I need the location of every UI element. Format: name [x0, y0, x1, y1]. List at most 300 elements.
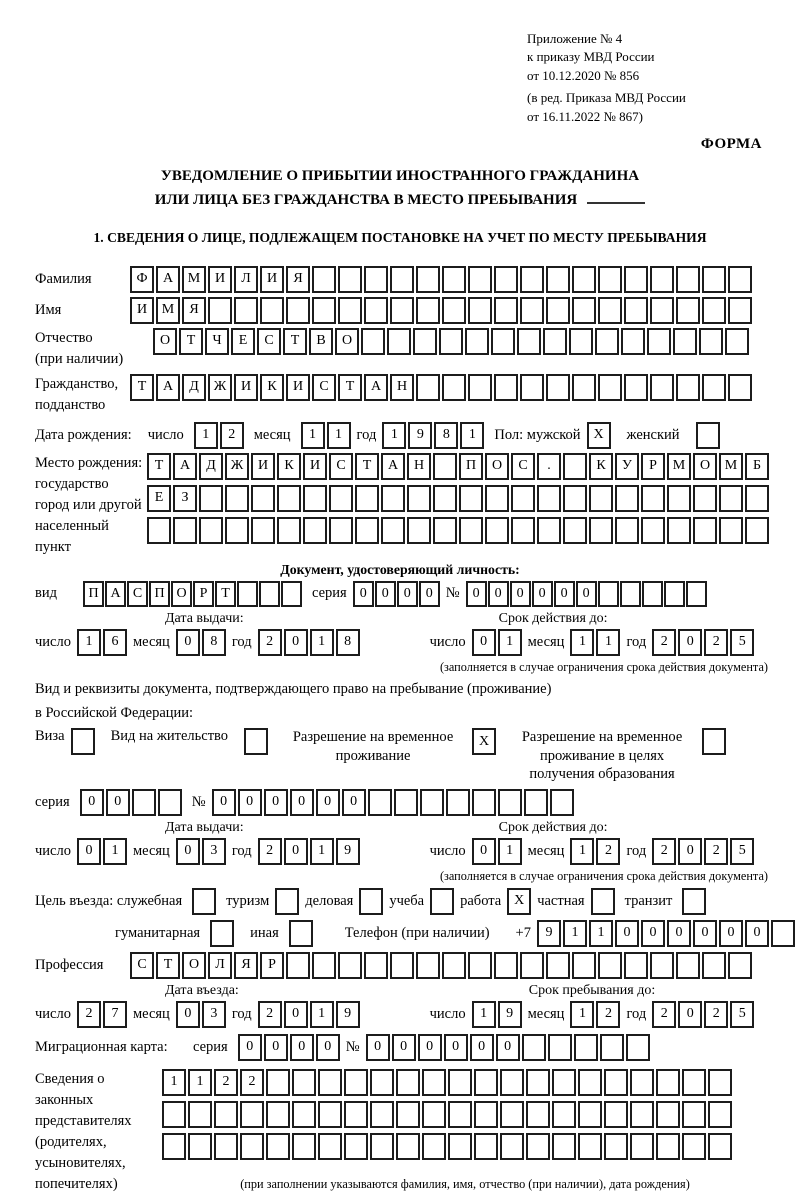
- char-cell-empty[interactable]: [494, 297, 518, 324]
- char-cell-empty[interactable]: [422, 1069, 446, 1096]
- char-cell-filled[interactable]: М: [156, 297, 180, 324]
- char-cell-empty[interactable]: [702, 374, 726, 401]
- checkbox-purpose-other[interactable]: [289, 920, 313, 947]
- char-cell-empty[interactable]: [448, 1069, 472, 1096]
- char-cell-empty[interactable]: [578, 1069, 602, 1096]
- char-cell-empty[interactable]: [355, 517, 379, 544]
- char-cell-filled[interactable]: М: [182, 266, 206, 293]
- char-cell-empty[interactable]: [598, 266, 622, 293]
- char-cell-empty[interactable]: [728, 952, 752, 979]
- char-cell-filled[interactable]: Т: [215, 581, 236, 607]
- char-cell-empty[interactable]: [292, 1069, 316, 1096]
- char-cell-filled[interactable]: 0: [77, 838, 101, 865]
- char-cell-filled[interactable]: Н: [407, 453, 431, 480]
- char-cell-filled[interactable]: К: [260, 374, 284, 401]
- char-cell-empty[interactable]: [650, 297, 674, 324]
- char-cell-filled[interactable]: Я: [182, 297, 206, 324]
- char-cell-empty[interactable]: [422, 1101, 446, 1128]
- char-cell-filled[interactable]: 0: [472, 838, 496, 865]
- checkbox-gender-male[interactable]: X: [587, 422, 611, 449]
- char-cell-filled[interactable]: С: [312, 374, 336, 401]
- char-cell-filled[interactable]: 3: [202, 838, 226, 865]
- char-cell-filled[interactable]: 1: [570, 1001, 594, 1028]
- char-cell-empty[interactable]: [546, 952, 570, 979]
- char-cell-empty[interactable]: [702, 297, 726, 324]
- char-cell-empty[interactable]: [771, 920, 795, 947]
- char-cell-empty[interactable]: [620, 581, 641, 607]
- char-cell-filled[interactable]: 0: [106, 789, 130, 816]
- char-cell-filled[interactable]: 0: [176, 629, 200, 656]
- char-cell-filled[interactable]: И: [286, 374, 310, 401]
- char-cell-empty[interactable]: [199, 485, 223, 512]
- char-cell-filled[interactable]: Т: [147, 453, 171, 480]
- char-cell-empty[interactable]: [546, 374, 570, 401]
- char-cell-filled[interactable]: Ф: [130, 266, 154, 293]
- char-cell-empty[interactable]: [673, 328, 697, 355]
- char-cell-filled[interactable]: А: [173, 453, 197, 480]
- char-cell-empty[interactable]: [604, 1133, 628, 1160]
- char-cell-filled[interactable]: 0: [488, 581, 509, 607]
- char-cell-empty[interactable]: [208, 297, 232, 324]
- char-cell-empty[interactable]: [344, 1069, 368, 1096]
- char-cell-empty[interactable]: [520, 952, 544, 979]
- char-cell-filled[interactable]: А: [381, 453, 405, 480]
- char-cell-empty[interactable]: [446, 789, 470, 816]
- char-cell-filled[interactable]: 2: [220, 422, 244, 449]
- char-cell-empty[interactable]: [667, 517, 691, 544]
- char-cell-empty[interactable]: [465, 328, 489, 355]
- char-cell-empty[interactable]: [656, 1101, 680, 1128]
- char-cell-empty[interactable]: [266, 1133, 290, 1160]
- char-cell-empty[interactable]: [485, 517, 509, 544]
- char-cell-empty[interactable]: [474, 1069, 498, 1096]
- char-cell-empty[interactable]: [468, 266, 492, 293]
- char-cell-filled[interactable]: 8: [202, 629, 226, 656]
- char-cell-empty[interactable]: [370, 1101, 394, 1128]
- char-cell-filled[interactable]: 5: [730, 838, 754, 865]
- char-cell-filled[interactable]: Е: [231, 328, 255, 355]
- char-cell-empty[interactable]: [543, 328, 567, 355]
- char-cell-empty[interactable]: [656, 1069, 680, 1096]
- char-cell-filled[interactable]: Т: [338, 374, 362, 401]
- char-cell-empty[interactable]: [630, 1133, 654, 1160]
- checkbox-purpose-tourism[interactable]: [275, 888, 299, 915]
- char-cell-filled[interactable]: 1: [188, 1069, 212, 1096]
- char-cell-filled[interactable]: 2: [596, 1001, 620, 1028]
- char-cell-filled[interactable]: 0: [667, 920, 691, 947]
- char-cell-empty[interactable]: [459, 517, 483, 544]
- char-cell-empty[interactable]: [699, 328, 723, 355]
- char-cell-filled[interactable]: 2: [214, 1069, 238, 1096]
- char-cell-filled[interactable]: Д: [182, 374, 206, 401]
- char-cell-empty[interactable]: [598, 297, 622, 324]
- char-cell-filled[interactable]: 0: [176, 838, 200, 865]
- char-cell-empty[interactable]: [702, 266, 726, 293]
- char-cell-empty[interactable]: [422, 1133, 446, 1160]
- char-cell-empty[interactable]: [526, 1069, 550, 1096]
- char-cell-empty[interactable]: [664, 581, 685, 607]
- char-cell-filled[interactable]: П: [459, 453, 483, 480]
- char-cell-empty[interactable]: [615, 517, 639, 544]
- char-cell-empty[interactable]: [338, 297, 362, 324]
- char-cell-empty[interactable]: [259, 581, 280, 607]
- char-cell-empty[interactable]: [548, 1034, 572, 1061]
- char-cell-filled[interactable]: 1: [498, 629, 522, 656]
- char-cell-empty[interactable]: [407, 485, 431, 512]
- char-cell-filled[interactable]: А: [156, 266, 180, 293]
- char-cell-filled[interactable]: И: [251, 453, 275, 480]
- char-cell-filled[interactable]: 0: [576, 581, 597, 607]
- char-cell-filled[interactable]: Я: [234, 952, 258, 979]
- char-cell-empty[interactable]: [574, 1034, 598, 1061]
- char-cell-empty[interactable]: [442, 374, 466, 401]
- char-cell-filled[interactable]: О: [153, 328, 177, 355]
- char-cell-filled[interactable]: 0: [472, 629, 496, 656]
- char-cell-empty[interactable]: [188, 1101, 212, 1128]
- char-cell-filled[interactable]: Д: [199, 453, 223, 480]
- char-cell-empty[interactable]: [667, 485, 691, 512]
- char-cell-empty[interactable]: [292, 1101, 316, 1128]
- char-cell-empty[interactable]: [266, 1069, 290, 1096]
- char-cell-empty[interactable]: [708, 1101, 732, 1128]
- char-cell-filled[interactable]: .: [537, 453, 561, 480]
- char-cell-empty[interactable]: [589, 485, 613, 512]
- char-cell-empty[interactable]: [676, 374, 700, 401]
- char-cell-filled[interactable]: М: [667, 453, 691, 480]
- char-cell-empty[interactable]: [725, 328, 749, 355]
- char-cell-empty[interactable]: [702, 952, 726, 979]
- char-cell-filled[interactable]: И: [260, 266, 284, 293]
- char-cell-empty[interactable]: [708, 1133, 732, 1160]
- char-cell-filled[interactable]: 9: [336, 838, 360, 865]
- char-cell-empty[interactable]: [292, 1133, 316, 1160]
- char-cell-filled[interactable]: 9: [537, 920, 561, 947]
- char-cell-empty[interactable]: [474, 1101, 498, 1128]
- char-cell-empty[interactable]: [682, 1101, 706, 1128]
- checkbox-purpose-work[interactable]: X: [507, 888, 531, 915]
- char-cell-filled[interactable]: С: [257, 328, 281, 355]
- char-cell-filled[interactable]: 0: [284, 629, 308, 656]
- char-cell-filled[interactable]: 6: [103, 629, 127, 656]
- char-cell-empty[interactable]: [364, 266, 388, 293]
- char-cell-empty[interactable]: [708, 1069, 732, 1096]
- char-cell-empty[interactable]: [260, 297, 284, 324]
- char-cell-empty[interactable]: [719, 485, 743, 512]
- char-cell-filled[interactable]: Р: [193, 581, 214, 607]
- char-cell-filled[interactable]: 0: [678, 629, 702, 656]
- char-cell-empty[interactable]: [394, 789, 418, 816]
- char-cell-empty[interactable]: [158, 789, 182, 816]
- char-cell-empty[interactable]: [589, 517, 613, 544]
- char-cell-empty[interactable]: [693, 517, 717, 544]
- char-cell-empty[interactable]: [468, 297, 492, 324]
- char-cell-empty[interactable]: [676, 297, 700, 324]
- char-cell-empty[interactable]: [240, 1133, 264, 1160]
- char-cell-empty[interactable]: [546, 297, 570, 324]
- char-cell-empty[interactable]: [552, 1069, 576, 1096]
- char-cell-empty[interactable]: [468, 952, 492, 979]
- char-cell-empty[interactable]: [500, 1101, 524, 1128]
- char-cell-filled[interactable]: 2: [704, 838, 728, 865]
- char-cell-empty[interactable]: [381, 485, 405, 512]
- char-cell-empty[interactable]: [569, 328, 593, 355]
- char-cell-empty[interactable]: [225, 485, 249, 512]
- char-cell-empty[interactable]: [433, 453, 457, 480]
- char-cell-filled[interactable]: С: [130, 952, 154, 979]
- char-cell-empty[interactable]: [355, 485, 379, 512]
- char-cell-empty[interactable]: [396, 1069, 420, 1096]
- char-cell-empty[interactable]: [563, 517, 587, 544]
- char-cell-empty[interactable]: [214, 1101, 238, 1128]
- char-cell-empty[interactable]: [387, 328, 411, 355]
- char-cell-empty[interactable]: [546, 266, 570, 293]
- char-cell-empty[interactable]: [693, 485, 717, 512]
- char-cell-filled[interactable]: 0: [316, 789, 340, 816]
- char-cell-filled[interactable]: 5: [730, 1001, 754, 1028]
- char-cell-filled[interactable]: Б: [745, 453, 769, 480]
- char-cell-filled[interactable]: 5: [730, 629, 754, 656]
- char-cell-filled[interactable]: М: [719, 453, 743, 480]
- char-cell-empty[interactable]: [491, 328, 515, 355]
- char-cell-filled[interactable]: Ж: [225, 453, 249, 480]
- char-cell-empty[interactable]: [303, 485, 327, 512]
- char-cell-empty[interactable]: [413, 328, 437, 355]
- char-cell-empty[interactable]: [630, 1101, 654, 1128]
- char-cell-empty[interactable]: [572, 952, 596, 979]
- char-cell-filled[interactable]: Ч: [205, 328, 229, 355]
- checkbox-residence-permit[interactable]: [244, 728, 268, 755]
- char-cell-filled[interactable]: И: [234, 374, 258, 401]
- char-cell-empty[interactable]: [600, 1034, 624, 1061]
- char-cell-filled[interactable]: 3: [202, 1001, 226, 1028]
- checkbox-purpose-private[interactable]: [591, 888, 615, 915]
- char-cell-filled[interactable]: 0: [316, 1034, 340, 1061]
- char-cell-empty[interactable]: [368, 789, 392, 816]
- char-cell-filled[interactable]: 0: [375, 581, 396, 607]
- char-cell-empty[interactable]: [318, 1069, 342, 1096]
- char-cell-empty[interactable]: [595, 328, 619, 355]
- char-cell-filled[interactable]: 0: [264, 1034, 288, 1061]
- char-cell-filled[interactable]: О: [335, 328, 359, 355]
- char-cell-filled[interactable]: 8: [336, 629, 360, 656]
- char-cell-empty[interactable]: [361, 328, 385, 355]
- char-cell-filled[interactable]: 0: [366, 1034, 390, 1061]
- char-cell-empty[interactable]: [214, 1133, 238, 1160]
- char-cell-filled[interactable]: 8: [434, 422, 458, 449]
- char-cell-empty[interactable]: [162, 1133, 186, 1160]
- char-cell-empty[interactable]: [626, 1034, 650, 1061]
- char-cell-filled[interactable]: А: [156, 374, 180, 401]
- char-cell-empty[interactable]: [448, 1101, 472, 1128]
- char-cell-empty[interactable]: [468, 374, 492, 401]
- char-cell-filled[interactable]: 0: [290, 789, 314, 816]
- char-cell-empty[interactable]: [474, 1133, 498, 1160]
- char-cell-empty[interactable]: [682, 1069, 706, 1096]
- char-cell-empty[interactable]: [439, 328, 463, 355]
- char-cell-filled[interactable]: К: [589, 453, 613, 480]
- char-cell-filled[interactable]: 1: [472, 1001, 496, 1028]
- char-cell-filled[interactable]: Н: [390, 374, 414, 401]
- char-cell-empty[interactable]: [572, 374, 596, 401]
- char-cell-filled[interactable]: И: [303, 453, 327, 480]
- char-cell-filled[interactable]: 2: [704, 629, 728, 656]
- char-cell-filled[interactable]: 2: [652, 629, 676, 656]
- char-cell-empty[interactable]: [511, 485, 535, 512]
- char-cell-empty[interactable]: [563, 485, 587, 512]
- checkbox-purpose-official[interactable]: [192, 888, 216, 915]
- char-cell-filled[interactable]: 0: [554, 581, 575, 607]
- char-cell-empty[interactable]: [312, 297, 336, 324]
- char-cell-filled[interactable]: 0: [745, 920, 769, 947]
- char-cell-filled[interactable]: Л: [208, 952, 232, 979]
- char-cell-empty[interactable]: [745, 485, 769, 512]
- char-cell-filled[interactable]: 0: [264, 789, 288, 816]
- char-cell-filled[interactable]: Т: [130, 374, 154, 401]
- char-cell-empty[interactable]: [338, 266, 362, 293]
- char-cell-empty[interactable]: [364, 952, 388, 979]
- char-cell-empty[interactable]: [416, 266, 440, 293]
- char-cell-empty[interactable]: [364, 297, 388, 324]
- char-cell-empty[interactable]: [563, 453, 587, 480]
- char-cell-empty[interactable]: [641, 485, 665, 512]
- char-cell-filled[interactable]: 0: [466, 581, 487, 607]
- char-cell-empty[interactable]: [433, 517, 457, 544]
- char-cell-filled[interactable]: 0: [678, 1001, 702, 1028]
- char-cell-filled[interactable]: 0: [532, 581, 553, 607]
- char-cell-filled[interactable]: 1: [162, 1069, 186, 1096]
- char-cell-filled[interactable]: И: [130, 297, 154, 324]
- char-cell-empty[interactable]: [312, 952, 336, 979]
- char-cell-empty[interactable]: [407, 517, 431, 544]
- char-cell-empty[interactable]: [604, 1101, 628, 1128]
- char-cell-filled[interactable]: 2: [77, 1001, 101, 1028]
- char-cell-empty[interactable]: [416, 952, 440, 979]
- char-cell-empty[interactable]: [494, 266, 518, 293]
- char-cell-filled[interactable]: 0: [719, 920, 743, 947]
- char-cell-filled[interactable]: 1: [563, 920, 587, 947]
- char-cell-empty[interactable]: [641, 517, 665, 544]
- char-cell-empty[interactable]: [225, 517, 249, 544]
- char-cell-filled[interactable]: 0: [176, 1001, 200, 1028]
- char-cell-empty[interactable]: [498, 789, 522, 816]
- char-cell-empty[interactable]: [237, 581, 258, 607]
- char-cell-empty[interactable]: [370, 1133, 394, 1160]
- char-cell-empty[interactable]: [621, 328, 645, 355]
- char-cell-filled[interactable]: 0: [80, 789, 104, 816]
- char-cell-empty[interactable]: [162, 1101, 186, 1128]
- char-cell-empty[interactable]: [650, 374, 674, 401]
- char-cell-empty[interactable]: [420, 789, 444, 816]
- char-cell-empty[interactable]: [390, 952, 414, 979]
- char-cell-empty[interactable]: [676, 952, 700, 979]
- char-cell-empty[interactable]: [598, 374, 622, 401]
- char-cell-filled[interactable]: 9: [498, 1001, 522, 1028]
- checkbox-purpose-study[interactable]: [430, 888, 454, 915]
- char-cell-empty[interactable]: [251, 485, 275, 512]
- char-cell-empty[interactable]: [650, 952, 674, 979]
- char-cell-empty[interactable]: [624, 952, 648, 979]
- char-cell-filled[interactable]: Т: [179, 328, 203, 355]
- char-cell-filled[interactable]: 1: [310, 629, 334, 656]
- char-cell-empty[interactable]: [526, 1101, 550, 1128]
- checkbox-purpose-transit[interactable]: [682, 888, 706, 915]
- char-cell-filled[interactable]: 2: [652, 838, 676, 865]
- char-cell-filled[interactable]: 0: [419, 581, 440, 607]
- checkbox-edu-permit[interactable]: [702, 728, 726, 755]
- char-cell-filled[interactable]: 2: [258, 1001, 282, 1028]
- char-cell-empty[interactable]: [390, 266, 414, 293]
- char-cell-filled[interactable]: Л: [234, 266, 258, 293]
- char-cell-filled[interactable]: 2: [258, 629, 282, 656]
- char-cell-filled[interactable]: 0: [693, 920, 717, 947]
- char-cell-empty[interactable]: [642, 581, 663, 607]
- char-cell-filled[interactable]: Т: [283, 328, 307, 355]
- char-cell-empty[interactable]: [552, 1101, 576, 1128]
- char-cell-empty[interactable]: [251, 517, 275, 544]
- char-cell-empty[interactable]: [281, 581, 302, 607]
- char-cell-empty[interactable]: [624, 297, 648, 324]
- char-cell-empty[interactable]: [485, 485, 509, 512]
- char-cell-filled[interactable]: И: [208, 266, 232, 293]
- char-cell-empty[interactable]: [550, 789, 574, 816]
- char-cell-filled[interactable]: 0: [397, 581, 418, 607]
- char-cell-empty[interactable]: [266, 1101, 290, 1128]
- char-cell-empty[interactable]: [615, 485, 639, 512]
- char-cell-empty[interactable]: [494, 374, 518, 401]
- char-cell-empty[interactable]: [147, 517, 171, 544]
- char-cell-empty[interactable]: [442, 266, 466, 293]
- char-cell-filled[interactable]: 1: [570, 838, 594, 865]
- char-cell-filled[interactable]: С: [329, 453, 353, 480]
- char-cell-filled[interactable]: С: [511, 453, 535, 480]
- char-cell-filled[interactable]: 2: [258, 838, 282, 865]
- char-cell-empty[interactable]: [433, 485, 457, 512]
- char-cell-filled[interactable]: Т: [156, 952, 180, 979]
- char-cell-empty[interactable]: [312, 266, 336, 293]
- char-cell-empty[interactable]: [517, 328, 541, 355]
- char-cell-filled[interactable]: 0: [290, 1034, 314, 1061]
- checkbox-purpose-humanitarian[interactable]: [210, 920, 234, 947]
- char-cell-empty[interactable]: [682, 1133, 706, 1160]
- char-cell-filled[interactable]: 0: [444, 1034, 468, 1061]
- char-cell-empty[interactable]: [598, 952, 622, 979]
- char-cell-empty[interactable]: [188, 1133, 212, 1160]
- char-cell-empty[interactable]: [199, 517, 223, 544]
- char-cell-empty[interactable]: [442, 952, 466, 979]
- char-cell-filled[interactable]: П: [149, 581, 170, 607]
- char-cell-filled[interactable]: 1: [570, 629, 594, 656]
- char-cell-empty[interactable]: [416, 374, 440, 401]
- char-cell-filled[interactable]: 9: [408, 422, 432, 449]
- char-cell-filled[interactable]: 1: [460, 422, 484, 449]
- char-cell-empty[interactable]: [396, 1133, 420, 1160]
- char-cell-empty[interactable]: [686, 581, 707, 607]
- char-cell-empty[interactable]: [604, 1069, 628, 1096]
- char-cell-empty[interactable]: [318, 1101, 342, 1128]
- char-cell-filled[interactable]: 0: [392, 1034, 416, 1061]
- char-cell-filled[interactable]: 0: [418, 1034, 442, 1061]
- char-cell-empty[interactable]: [624, 266, 648, 293]
- char-cell-empty[interactable]: [381, 517, 405, 544]
- char-cell-empty[interactable]: [240, 1101, 264, 1128]
- char-cell-empty[interactable]: [286, 952, 310, 979]
- char-cell-filled[interactable]: 2: [652, 1001, 676, 1028]
- char-cell-empty[interactable]: [578, 1133, 602, 1160]
- char-cell-empty[interactable]: [500, 1133, 524, 1160]
- char-cell-empty[interactable]: [396, 1101, 420, 1128]
- char-cell-filled[interactable]: Р: [260, 952, 284, 979]
- char-cell-filled[interactable]: 0: [470, 1034, 494, 1061]
